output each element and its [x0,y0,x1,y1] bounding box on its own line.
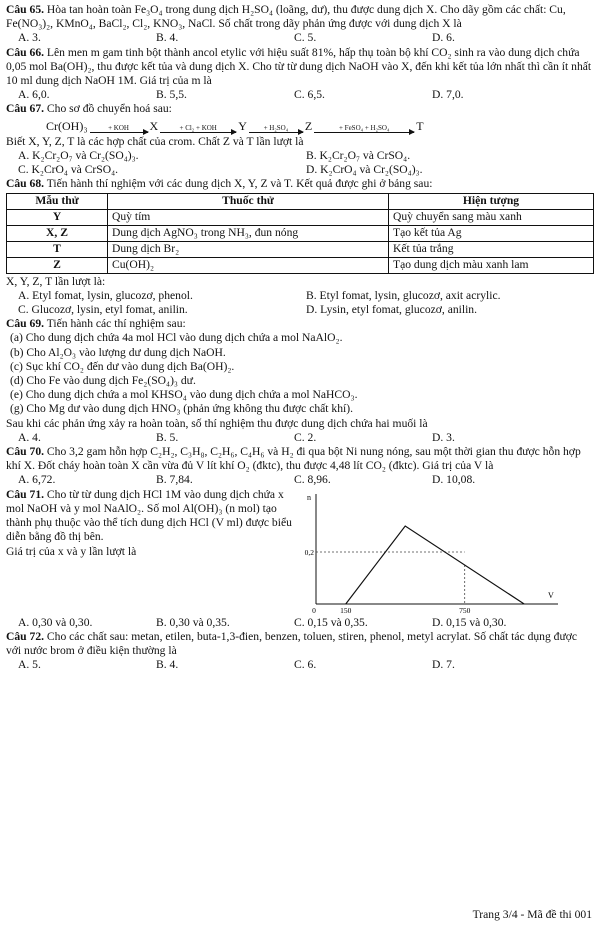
option-a[interactable]: A. Etyl fomat, lysin, glucozơ, phenol. [18,288,193,302]
option-b[interactable]: B. 4. [156,31,179,45]
experiment-item: (b) Cho Al₂O₃ vào lượng dư dung dịch NaOH. [10,345,226,359]
scheme-y: Y [238,118,247,133]
column-header: Mẫu thử [7,193,108,209]
question-label: Câu 67. [6,102,45,116]
question-69 [6,317,594,331]
option-b[interactable]: B. 4. [156,658,179,672]
option-a[interactable]: A. 6,0. [18,88,50,102]
x-tick-label: 750 [459,605,471,615]
question-71 [6,488,594,616]
question-68 [6,177,594,191]
option-d[interactable]: D. 0,15 và 0,30. [432,615,507,629]
experiment-item: (a) Cho dung dịch chứa 4a mol HCl vào dung dịch chứa a mol NaAlO₂. [10,331,343,345]
series-line [346,526,524,604]
question-text: Biết X, Y, Z, T là các hợp chất của crom. Chất Z và T lần lượt là [6,134,304,148]
option-a[interactable]: A. 6,72. [18,473,56,487]
scheme-z: Z [304,118,313,133]
option-d[interactable]: D. Lysin, etyl fomat, glucozơ, anilin. [306,303,477,317]
options-68-row1 [18,289,594,303]
option-c[interactable]: C. K₂CrO₄ và CrSO₄. [18,163,119,177]
option-d[interactable]: D. K₂CrO₄ và Cr₂(SO₄)₃. [306,163,423,177]
option-b[interactable]: B. 0,30 và 0,35. [156,615,230,629]
table-cell: Z [7,257,108,273]
question-label: Câu 65. [6,3,45,16]
question-67 [6,102,594,116]
option-b[interactable]: B. 5. [156,430,179,444]
option-a[interactable]: A. 4. [18,430,41,444]
question-text: Cho các chất sau: metan, etilen, buta-1,3-đien, benzen, toluen, stiren, phenol, metyl acrylat. Số chất tác dụng được với nước brom ở điều kiện thường là [6,629,578,658]
options-67-row2 [18,163,594,177]
option-c[interactable]: C. 6,5. [294,88,325,102]
options-68-row2 [18,303,594,317]
table-cell: Tạo dung dịch màu xanh lam [389,257,594,273]
question-70 [6,445,594,473]
option-d[interactable]: D. 6. [432,31,455,45]
reaction-arrow [314,124,414,133]
experiment-item: (d) Cho Fe vào dung dịch Fe₂(SO₄)₃ dư. [10,374,196,388]
question-text: Lên men m gam tinh bột thành ancol etylic với hiệu suất 81%, hấp thụ toàn bộ khí CO₂ sinh ra vào dung dịch chứa 0,05 mol Ba(OH)₂, thu được kết tủa và dung dịch X. Cho từ từ dung dịch NaOH vào X, đến khi kết tủa lớn nhất thì cần ít nhất 10 ml dung dịch NaOH 1M. Giá trị của m là [6,45,592,88]
question-label: Câu 72. [6,629,45,643]
page-footer: Trang 3/4 - Mã đề thi 001 [472,907,592,921]
y-axis-label: n [307,492,311,502]
table-cell: Dung dịch AgNO₃ trong NH₃, đun nóng [108,225,389,241]
table-cell: Cu(OH)₂ [108,257,389,273]
arrow-label: + H₂SO₄ [263,123,289,132]
table-cell: Y [7,209,108,225]
options-69 [18,431,594,445]
experiment-item: (g) Cho Mg dư vào dung dịch HNO₃ (phản ứng không thu được chất khí). [10,402,353,416]
option-b[interactable]: B. Etyl fomat, lysin, glucozơ, axit acrylic. [306,288,501,302]
option-d[interactable]: D. 7,0. [432,88,464,102]
option-c[interactable]: C. Glucozơ, lysin, etyl fomat, anilin. [18,303,188,317]
al-oh3-graph [302,486,562,615]
table-cell: X, Z [7,225,108,241]
y-tick-label: 0,2 [304,547,314,557]
table-row [7,257,594,273]
table-cell: Dung dịch Br₂ [108,241,389,257]
results-table [6,193,594,274]
option-a[interactable]: A. 0,30 và 0,30. [18,615,93,629]
options-66 [18,88,594,102]
scheme-x: X [149,118,159,133]
question-text: Tiến hành các thí nghiệm sau: [46,317,186,331]
table-row [7,241,594,257]
question-text: Cho sơ đồ chuyển hoá sau: [46,102,172,116]
reaction-arrow [160,124,236,133]
question-text: X, Y, Z, T lần lượt là: [6,274,106,288]
table-cell: Kết tủa trắng [389,241,594,257]
question-text: Tiến hành thí nghiệm với các dung dịch X, Y, Z và T. Kết quả được ghi ở bảng sau: [46,177,433,191]
scheme-start: Cr(OH)₃ [46,118,88,133]
option-b[interactable]: B. K₂Cr₂O₇ và CrSO₄. [306,149,411,163]
option-c[interactable]: C. 6. [294,658,317,672]
question-label: Câu 69. [6,317,45,331]
option-c[interactable]: C. 2. [294,430,317,444]
question-label: Câu 70. [6,445,45,459]
table-header-row [7,193,594,209]
option-a[interactable]: A. 5. [18,658,41,672]
option-a[interactable]: A. 3. [18,31,41,45]
arrow-label: + Cl₂ + KOH [179,123,217,132]
reaction-arrow [249,124,303,133]
arrow-label: + FeSO₄ + H₂SO₄ [338,123,390,132]
x-tick-label: 0 [312,605,316,615]
x-tick-label: 150 [340,605,352,615]
arrow-label: + KOH [108,123,129,132]
table-row [7,225,594,241]
options-71 [18,616,594,630]
option-c[interactable]: C. 0,15 và 0,35. [294,615,368,629]
question-65 [6,3,594,31]
column-header: Thuốc thử [108,193,389,209]
option-d[interactable]: D. 10,08. [432,473,476,487]
question-text: Hòa tan hoàn toàn Fe₃O₄ trong dung dịch H₂SO₄ (loãng, dư), thu được dung dịch X. Cho dãy gồm các chất: Cu, Fe(NO₃)₂, KMnO₄, BaCl₂, Cl₂, KNO₃, NaCl. Số chất trong dãy phản ứng được với dung dịch X là [6,3,566,31]
question-text: Cho từ từ dung dịch HCl 1M vào dung dịch chứa x mol NaOH và y mol NaAlO₂. Số mol Al(OH)₃ (n mol) tạo thành phụ thuộc vào thể tích dung dịch HCl (V ml) được biểu diễn bằng đồ thị bên. [6,487,292,544]
question-text: Cho 3,2 gam hỗn hợp C₂H₂, C₃H₈, C₂H₆, C₄H₆ và H₂ đi qua bột Ni nung nóng, sau một thời gian thu được hỗn hợp khí X. Đốt cháy hoàn toàn X cần vừa đủ V lít khí O₂ (đktc), thu được 4,48 lít CO₂ (đktc). Giá trị của V là [6,445,581,473]
option-d[interactable]: D. 7. [432,658,455,672]
option-c[interactable]: C. 5. [294,31,317,45]
table-cell: T [7,241,108,257]
options-67-row1 [18,149,594,163]
options-65 [18,31,594,45]
question-66 [6,46,594,89]
scheme-t: T [416,118,424,133]
option-d[interactable]: D. 3. [432,430,455,444]
question-72 [6,630,594,658]
table-cell: Quỳ tím [108,209,389,225]
experiment-item: (e) Cho dung dịch chứa a mol KHSO₄ vào dung dịch chứa a mol NaHCO₃. [10,388,358,402]
question-label: Câu 66. [6,45,45,59]
option-a[interactable]: A. K₂Cr₂O₇ và Cr₂(SO₄)₃. [18,149,139,163]
column-header: Hiện tượng [389,193,594,209]
reaction-scheme [46,119,594,133]
question-text: Sau khi các phản ứng xảy ra hoàn toàn, số thí nghiệm thu được dung dịch chứa hai muối là [6,416,428,430]
question-text: Giá trị của x và y lần lượt là [6,544,137,558]
table-row [7,209,594,225]
options-72 [18,658,594,672]
table-cell: Tạo kết tủa Ag [389,225,594,241]
exam-page [6,3,594,673]
option-c[interactable]: C. 8,96. [294,473,331,487]
question-label: Câu 68. [6,177,45,191]
option-b[interactable]: B. 7,84. [156,473,193,487]
x-axis-label: V [548,590,554,600]
reaction-arrow [90,124,148,133]
experiment-item: (c) Sục khí CO₂ đến dư vào dung dịch Ba(OH)₂. [10,359,235,373]
question-label: Câu 71. [6,487,45,501]
option-b[interactable]: B. 5,5. [156,88,187,102]
table-cell: Quỳ chuyển sang màu xanh [389,209,594,225]
